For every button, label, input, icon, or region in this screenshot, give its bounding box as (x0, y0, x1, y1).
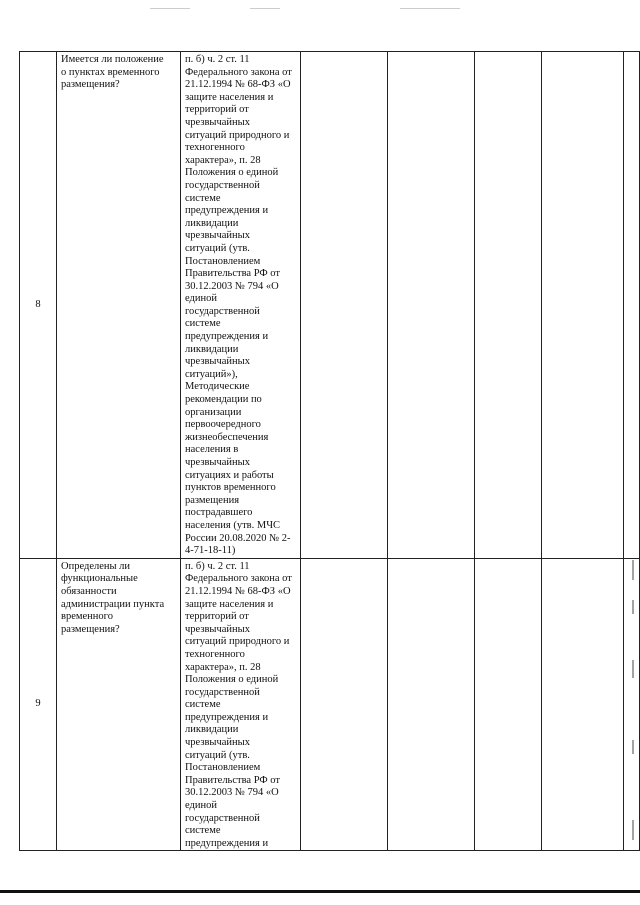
scan-mark (632, 660, 634, 678)
scan-edge-line (0, 890, 640, 893)
scan-mark (250, 8, 280, 9)
legal-reference-cell: п. б) ч. 2 ст. 11 Федерального закона от 21.12.1994 № 68-ФЗ «О защите населения и территорий от чрезвычайных ситуаций природного и техногенного характера», п. 28 Положения о единой государственной системе предупреждения и ликвидации чрезвычайных ситуаций (утв. Постановлением Правительства РФ от 30.12.2003 № 794 «О единой государственной системе предупреждения и ликвидации чрезвычайных ситуаций»), Методические рекомендации по организации первоочередного жизнеобеспечения населения в чрезвычайных ситуациях и работы пунктов временного размещения пострадавшего населения (утв. МЧС России 20.08.2020 № 2- 4-71-18-11) (181, 52, 301, 559)
answer-cell (542, 52, 624, 559)
answer-cell (301, 558, 388, 851)
question-cell: Имеется ли положение о пунктах временного размещения? (57, 52, 181, 559)
scan-mark (632, 560, 634, 580)
scan-mark (400, 8, 460, 9)
scan-mark (150, 8, 190, 9)
table-row (20, 558, 640, 851)
inspection-table (19, 51, 640, 851)
scan-mark (632, 740, 634, 754)
table-row (20, 52, 640, 559)
question-cell: Определены ли функциональные обязанности администрации пункта временного размещения? (57, 558, 181, 851)
answer-cell (624, 52, 640, 559)
answer-cell (388, 558, 475, 851)
answer-cell (542, 558, 624, 851)
scan-mark (632, 600, 634, 614)
answer-cell (475, 52, 542, 559)
answer-cell (475, 558, 542, 851)
answer-cell (301, 52, 388, 559)
answer-cell (388, 52, 475, 559)
row-number: 9 (20, 558, 57, 851)
legal-reference-cell: п. б) ч. 2 ст. 11 Федерального закона от 21.12.1994 № 68-ФЗ «О защите населения и территорий от чрезвычайных ситуаций природного и техногенного характера», п. 28 Положения о единой государственной системе предупреждения и ликвидации чрезвычайных ситуаций (утв. Постановлением Правительства РФ от 30.12.2003 № 794 «О единой государственной системе предупреждения и (181, 558, 301, 851)
scan-mark (632, 820, 634, 840)
row-number: 8 (20, 52, 57, 559)
